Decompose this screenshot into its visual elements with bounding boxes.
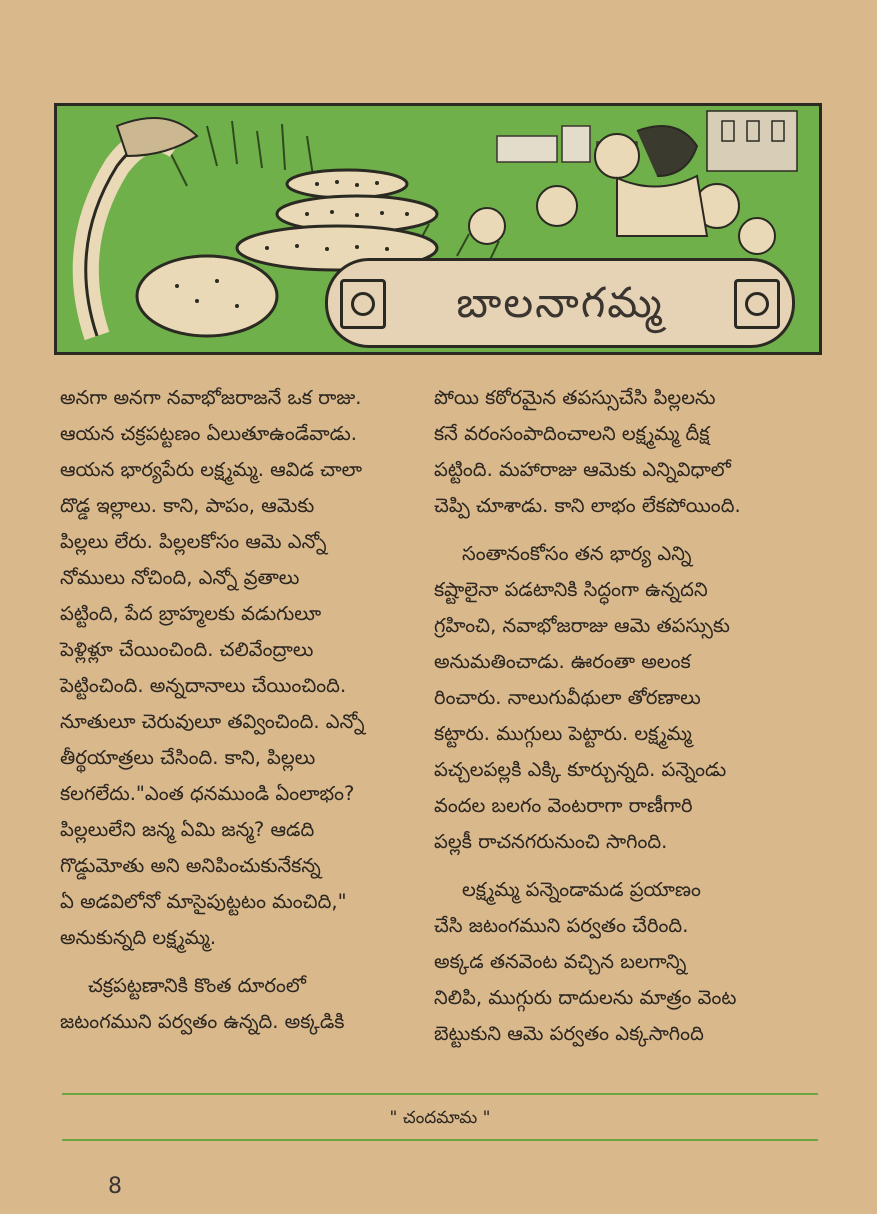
- rosette-ornament-icon: [340, 279, 386, 329]
- paragraph: సంతానంకోసం తన భార్య ఎన్ని కష్టాలైనా పడటానికి సిద్ధంగా ఉన్నదని గ్రహించి, నవాభోజరాజు ఆమె తపస్సుకు అనుమతించాడు. ఊరంతా అలంక రించారు. నాలుగువీథులా తోరణాలు కట్టారు. ముగ్గులు పెట్టారు. లక్ష్మమ్మ పచ్చలపల్లకి ఎక్కి కూర్చున్నది. పన్నెండు వందల బలగం వెంటరాగా రాణీగారి పల్లకీ రాచనగరునుంచి సాగింది.: [434, 542, 730, 853]
- paragraph: అనగా అనగా నవాభోజరాజనే ఒక రాజు. ఆయన చక్రపట్టణం ఏలుతూఉండేవాడు. ఆయన భార్యపేరు లక్ష్మమ్మ. ఆవిడ చాలా దొడ్డ ఇల్లాలు. కాని, పాపం, ఆమెకు పిల్లలు లేరు. పిల్లలకోసం ఆమె ఎన్నో నోములు నోచింది, ఎన్నో వ్రతాలు పట్టింది, పేద బ్రాహ్మలకు వడుగులూ పెళ్లిళ్లూ చేయించింది. చలివేంద్రాలు పెట్టించింది. అన్నదానాలు చేయించింది. నూతులూ చెరువులూ తవ్వించింది. ఎన్నో తీర్థయాత్రలు చేసింది. కాని, పిల్లలు కలగలేదు."ఎంత ధనముండి ఏంలాభం? పిల్లలులేని జన్మ ఏమి జన్మ? ఆడది గొడ్డుమోతు అని అనిపించుకునేకన్న ఏ అడవిలోనో మాసైపుట్టటం మంచిది," అనుకున్నది లక్ష్మమ్మ.: [60, 386, 365, 949]
- story-title: బాలనాగమ్మ: [456, 278, 664, 327]
- right-text-column: [434, 380, 818, 1064]
- paragraph: చక్రపట్టణానికి కొంత దూరంలో జటంగముని పర్వతం ఉన్నది. అక్కడికి: [60, 974, 345, 1033]
- magazine-name: " చందమామ ": [389, 1108, 491, 1128]
- footer-divider: [62, 1139, 818, 1141]
- title-cartouche: [325, 258, 795, 348]
- left-text-column: [60, 380, 444, 1052]
- paragraph: లక్ష్మమ్మ పన్నెండామడ ప్రయాణం చేసి జటంగముని పర్వతం చేరింది. అక్కడ తనవెంట వచ్చిన బలగాన్ని నిలిపి, ముగ్గురు దాదులను మాత్రం వెంట బెట్టుకుని ఆమె పర్వతం ఎక్కసాగింది: [434, 878, 737, 1045]
- paragraph: పోయి కఠోరమైన తపస్సుచేసి పిల్లలను కనే వరంసంపాదించాలని లక్ష్మమ్మ దీక్ష పట్టింది. మహారాజు ఆమెకు ఎన్నివిధాలో చెప్పి చూశాడు. కాని లాభం లేకపోయింది.: [434, 386, 741, 517]
- rosette-ornament-icon: [734, 279, 780, 329]
- page-number: 8: [108, 1174, 122, 1199]
- title-banner-illustration: [54, 103, 822, 355]
- footer-divider: [62, 1093, 818, 1095]
